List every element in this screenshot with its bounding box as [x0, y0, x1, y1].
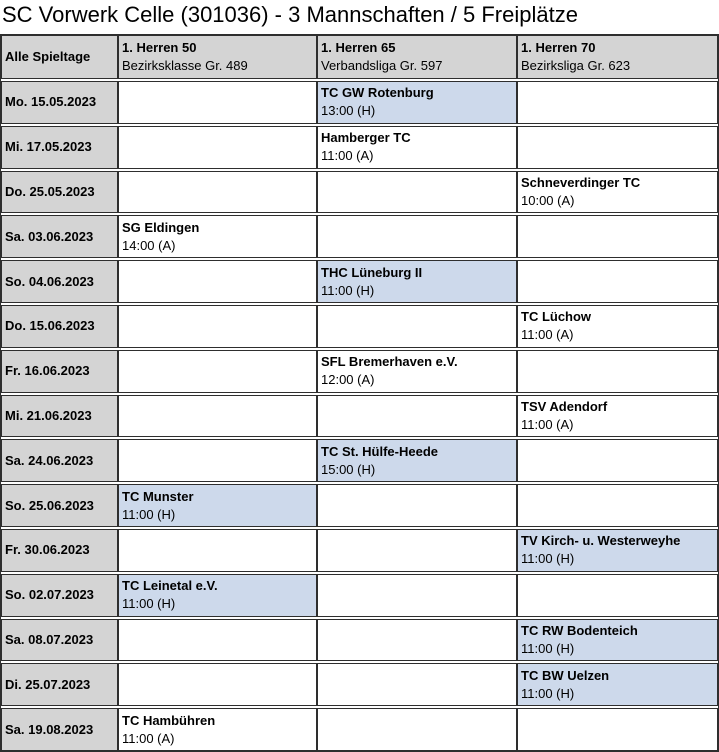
team-column-subtitle: Bezirksliga Gr. 623: [521, 58, 631, 73]
team-name: TC Munster: [122, 488, 194, 504]
match-cell: [118, 395, 317, 438]
match-time: 11:00 (H): [122, 506, 176, 522]
match-cell: [118, 708, 317, 751]
match-cell: [517, 81, 718, 124]
match-cell: [317, 81, 517, 124]
match-cell: [317, 305, 517, 348]
team-column-subtitle: Bezirksklasse Gr. 489: [122, 58, 248, 73]
match-cell: [317, 260, 517, 303]
match-time: 11:00 (A): [521, 327, 574, 343]
match-time: 10:00 (A): [521, 192, 575, 208]
match-cell: [317, 574, 517, 617]
match-cell: [317, 484, 517, 527]
match-cell: [517, 484, 718, 527]
team-column-header-herren-70: [517, 35, 718, 79]
match-cell: [118, 126, 317, 169]
team-column-title: 1. Herren 65: [321, 40, 396, 55]
match-cell: [517, 171, 718, 214]
team-name: TC St. Hülfe-Heede: [321, 443, 439, 459]
match-cell: [118, 574, 317, 617]
date-cell: Sa. 19.08.2023: [1, 708, 118, 751]
match-time: 11:00 (H): [521, 640, 575, 656]
team-column-header-herren-50: [118, 35, 317, 79]
date-cell: Sa. 08.07.2023: [1, 619, 118, 662]
date-cell: Sa. 03.06.2023: [1, 215, 118, 258]
match-cell: [517, 350, 718, 393]
team-name: TV Kirch- u. Westerweyhe: [521, 533, 681, 549]
match-cell: [118, 484, 317, 527]
match-cell: [317, 529, 517, 572]
team-name: TC BW Uelzen: [521, 667, 610, 683]
date-cell: So. 04.06.2023: [1, 260, 118, 303]
match-cell: [118, 171, 317, 214]
date-cell: Sa. 24.06.2023: [1, 439, 118, 482]
date-cell: Mi. 17.05.2023: [1, 126, 118, 169]
match-cell: [517, 305, 718, 348]
team-name: TC RW Bodenteich: [521, 622, 638, 638]
match-cell: [517, 663, 718, 706]
team-column-title: 1. Herren 50: [122, 40, 197, 55]
match-cell: [317, 439, 517, 482]
match-cell: [517, 215, 718, 258]
team-name: TC Lüchow: [521, 309, 592, 325]
match-cell: [517, 395, 718, 438]
match-cell: [517, 574, 718, 617]
match-time: 11:00 (H): [122, 596, 176, 612]
date-cell: So. 25.06.2023: [1, 484, 118, 527]
team-name: THC Lüneburg II: [321, 264, 423, 280]
match-cell: [517, 126, 718, 169]
team-name: TC Hambühren: [122, 712, 216, 728]
match-cell: [118, 305, 317, 348]
match-cell: [317, 395, 517, 438]
team-name: SFL Bremerhaven e.V.: [321, 354, 458, 370]
date-cell: Mi. 21.06.2023: [1, 395, 118, 438]
match-time: 14:00 (A): [122, 237, 176, 253]
match-cell: [118, 619, 317, 662]
match-cell: [317, 663, 517, 706]
date-cell: Do. 15.06.2023: [1, 305, 118, 348]
match-time: 11:00 (A): [122, 730, 175, 746]
team-name: SG Eldingen: [122, 219, 200, 235]
date-cell: So. 02.07.2023: [1, 574, 118, 617]
team-name: TC Leinetal e.V.: [122, 578, 218, 594]
match-time: 11:00 (H): [321, 282, 375, 298]
match-cell: [118, 215, 317, 258]
team-column-header-herren-65: [317, 35, 517, 79]
match-cell: [317, 350, 517, 393]
match-time: 12:00 (A): [321, 372, 375, 388]
page-title: SC Vorwerk Celle (301036) - 3 Mannschaften / 5 Freiplätze: [2, 2, 578, 27]
match-cell: [118, 350, 317, 393]
match-cell: [118, 663, 317, 706]
match-cell: [317, 126, 517, 169]
team-column-title: 1. Herren 70: [521, 40, 596, 55]
date-cell: Fr. 30.06.2023: [1, 529, 118, 572]
match-cell: [317, 171, 517, 214]
match-cell: [517, 439, 718, 482]
team-name: TSV Adendorf: [521, 398, 608, 414]
match-cell: [517, 260, 718, 303]
date-cell: Fr. 16.06.2023: [1, 350, 118, 393]
date-cell: Do. 25.05.2023: [1, 171, 118, 214]
match-time: 15:00 (H): [321, 461, 376, 477]
match-time: 11:00 (H): [521, 551, 575, 567]
team-name: Hamberger TC: [321, 130, 411, 146]
match-time: 11:00 (A): [521, 416, 574, 432]
team-name: TC GW Rotenburg: [321, 85, 434, 101]
match-time: 11:00 (A): [321, 148, 374, 164]
match-cell: [317, 708, 517, 751]
match-cell: [517, 529, 718, 572]
match-time: 11:00 (H): [521, 685, 575, 701]
date-column-header-label: Alle Spieltage: [5, 49, 91, 64]
match-cell: [118, 529, 317, 572]
match-cell: [517, 708, 718, 751]
match-time: 13:00 (H): [321, 103, 376, 119]
date-cell: Mo. 15.05.2023: [1, 81, 118, 124]
date-cell: Di. 25.07.2023: [1, 663, 118, 706]
date-column-header: [1, 35, 118, 79]
schedule-table: [0, 34, 719, 752]
team-name: Schneverdinger TC: [521, 174, 641, 190]
match-cell: [317, 215, 517, 258]
match-cell: [118, 260, 317, 303]
team-column-subtitle: Verbandsliga Gr. 597: [321, 58, 443, 73]
match-cell: [517, 619, 718, 662]
match-cell: [118, 81, 317, 124]
match-cell: [317, 619, 517, 662]
match-cell: [118, 439, 317, 482]
